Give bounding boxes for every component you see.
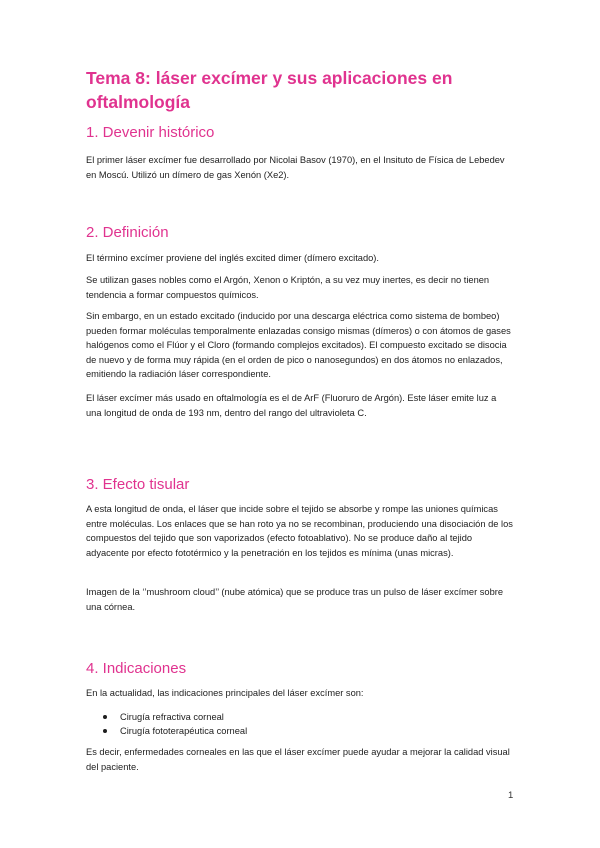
paragraph-indicaciones-1: En la actualidad, las indicaciones principales del láser excímer son: [86,688,364,698]
paragraph-definicion-1: El término excímer proviene del inglés excited dimer (dímero excitado). [86,253,379,263]
bullet-icon [103,715,107,719]
list-item-label: Cirugía refractiva corneal [120,712,224,722]
list-item [86,724,506,738]
paragraph-definicion-4: El láser excímer más usado en oftalmología es el de ArF (Fluoruro de Argón). Este láser emite luz a una longitud de onda de 193 nm, dentro del rango del ultravioleta C. [86,393,497,418]
indicaciones-list [86,710,506,738]
paragraph-historia-1: El primer láser excímer fue desarrollado por Nicolai Basov (1970), en el Insituto de Física de Lebedev en Moscú. Utilizó un dímero de gas Xenón (Xe2). [86,155,505,180]
section-heading-efecto: 3. Efecto tisular [86,476,190,493]
bullet-icon [103,729,107,733]
document-title: Tema 8: láser excímer y sus aplicaciones en oftalmología [86,68,453,112]
paragraph-efecto-2: Imagen de la ‘’mushroom cloud’’ (nube atómica) que se produce tras un pulso de láser excímer sobre una córnea. [86,587,504,612]
paragraph-indicaciones-2: Es decir, enfermedades corneales en las que el láser excímer puede ayudar a mejorar la calidad visual del paciente. [86,747,510,772]
section-heading-definicion: 2. Definición [86,224,169,241]
section-heading-indicaciones: 4. Indicaciones [86,660,187,677]
paragraph-efecto-1: A esta longitud de onda, el láser que incide sobre el tejido se absorbe y rompe las uniones químicas entre moléculas. Los enlaces que se han roto ya no se recombinan, produciendo una disociación de los compuestos del tejido que son vaporizados (efecto fotoablativo). No se produce daño al tejido adyacente por efecto fototérmico y la penetración en los tejidos es mínima (unas micras). [86,504,513,558]
paragraph-definicion-2: Se utilizan gases nobles como el Argón, Xenon o Kriptón, a su vez muy inertes, es decir no tienen tendencia a formar compuestos químicos. [86,275,490,300]
page-number: 1 [508,790,514,801]
section-heading-historia: 1. Devenir histórico [86,124,215,141]
list-item-label: Cirugía fototerapéutica corneal [120,726,248,736]
paragraph-definicion-3: Sin embargo, en un estado excitado (inducido por una descarga eléctrica como sistema de bombeo) pueden formar moléculas temporalmente enlazadas consigo mismas (dímeros) o con átomos de gases halógenos como el Flúor y el Cloro (formando complejos excitados). El compuesto excitado se disocia de nuevo y de forma muy rápida (en el orden de pico o nanosegundos) en dos átomos no enlazados, emitiendo la radiación láser correspondiente. [86,311,511,379]
list-item [86,710,506,724]
